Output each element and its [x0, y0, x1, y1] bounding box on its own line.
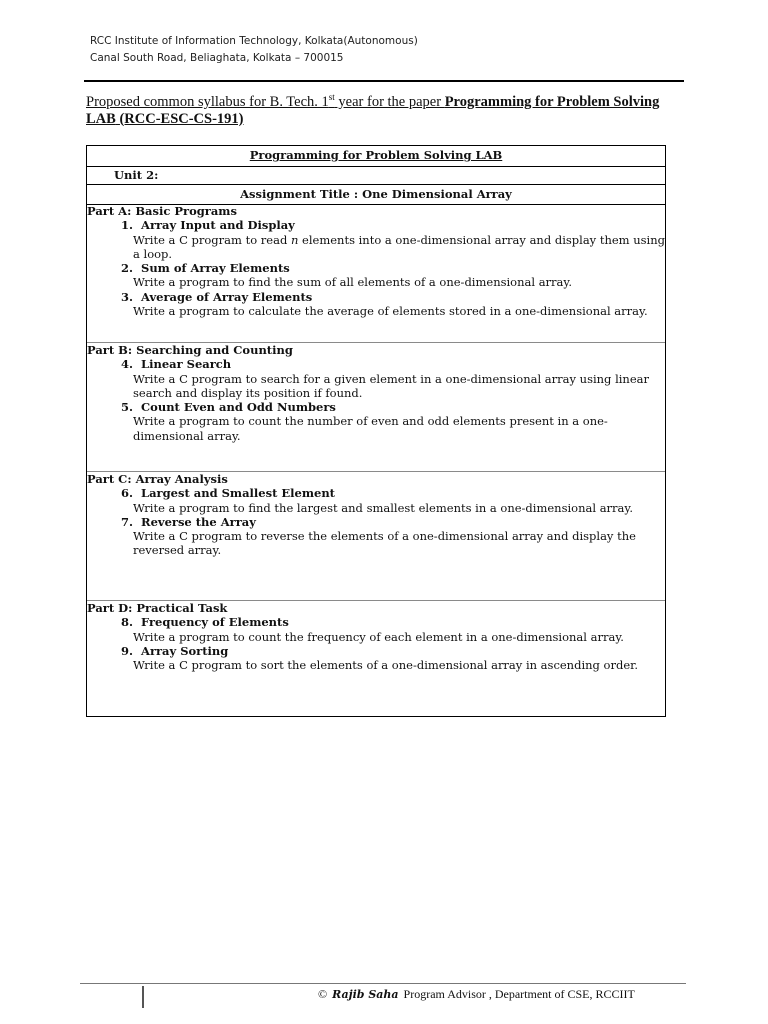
- header-divider: [84, 80, 684, 82]
- part-heading: Part B: Searching and Counting: [87, 343, 293, 357]
- item-title: Reverse the Array: [141, 514, 256, 529]
- institute-address: Canal South Road, Beliaghata, Kolkata – 700015: [90, 52, 344, 64]
- item-title: Array Input and Display: [141, 218, 295, 233]
- item-number: 3.: [120, 289, 133, 304]
- item-description: Write a program to count the number of even and odd elements present in a one-dimensional array.: [133, 414, 608, 443]
- item-description-text: Write a C program to read: [133, 232, 291, 247]
- item-description: Write a program to find the largest and smallest elements in a one-dimensional array.: [133, 500, 634, 515]
- list-item: [87, 644, 665, 658]
- list-item: [87, 357, 665, 371]
- item-description: Write a C program to search for a given element in a one-dimensional array using linear search and display its position if found.: [133, 371, 650, 400]
- item-title: Count Even and Odd Numbers: [141, 400, 336, 415]
- footer-divider: [80, 983, 686, 984]
- item-title: Frequency of Elements: [141, 615, 289, 630]
- part-section: [87, 471, 665, 558]
- item-description-var: n: [290, 232, 299, 247]
- proposal-prefix: Proposed common syllabus for B. Tech. 1: [86, 93, 329, 110]
- item-title: Sum of Array Elements: [141, 261, 290, 276]
- footer-text: Program Advisor , Department of CSE, RCCIIT: [400, 987, 635, 1001]
- proposal-heading: [86, 89, 686, 128]
- item-title: Average of Array Elements: [141, 289, 313, 304]
- item-number: 9.: [120, 643, 133, 658]
- paper-code: (RCC-ESC-CS-191): [119, 110, 244, 127]
- author-signature: Rajib Saha: [332, 988, 399, 1001]
- item-number: 5.: [120, 400, 133, 415]
- list-item: [87, 486, 665, 500]
- item-title: Array Sorting: [141, 643, 229, 658]
- footer-marker: [142, 986, 144, 1008]
- syllabus-box: [86, 145, 666, 717]
- part-section: [87, 600, 665, 672]
- part-heading: Part C: Array Analysis: [87, 472, 228, 486]
- proposal-sup: st: [328, 92, 335, 102]
- list-item: [87, 261, 665, 275]
- list-item: [87, 615, 665, 629]
- copyright-symbol: ©: [318, 987, 328, 1001]
- item-description: Write a C program to sort the elements of a one-dimensional array in ascending order.: [133, 658, 639, 673]
- item-description: Write a program to count the frequency of each element in a one-dimensional array.: [133, 629, 624, 644]
- part-heading: Part A: Basic Programs: [87, 204, 237, 218]
- item-title: Linear Search: [141, 357, 232, 372]
- assignment-title: Assignment Title : One Dimensional Array: [87, 185, 665, 205]
- list-item: [87, 218, 665, 232]
- footer: [318, 987, 635, 1002]
- item-description-text: elements into a one-dimensional array and display them using a loop.: [133, 232, 665, 261]
- part-heading: Part D: Practical Task: [87, 601, 228, 615]
- item-title: Largest and Smallest Element: [141, 486, 335, 501]
- part-section: [87, 204, 665, 318]
- institute-name: RCC Institute of Information Technology, Kolkata(Autonomous): [90, 35, 418, 47]
- item-number: 1.: [120, 218, 133, 233]
- list-item: [87, 400, 665, 414]
- part-section: [87, 342, 665, 443]
- item-number: 4.: [120, 357, 133, 372]
- paper-name: Programming for Problem Solving LAB: [86, 93, 660, 127]
- item-description: Write a C program to reverse the elements of a one-dimensional array and display the reversed array.: [133, 529, 636, 558]
- list-item: [87, 290, 665, 304]
- syllabus-title: Programming for Problem Solving LAB: [87, 146, 665, 167]
- item-number: 2.: [120, 261, 133, 276]
- item-number: 7.: [120, 514, 133, 529]
- item-description: Write a program to find the sum of all elements of a one-dimensional array.: [133, 275, 573, 290]
- item-number: 8.: [120, 615, 133, 630]
- unit-label: Unit 2:: [87, 166, 665, 185]
- item-number: 6.: [120, 486, 133, 501]
- list-item: [87, 515, 665, 529]
- proposal-middle: year for the paper: [334, 93, 445, 110]
- item-description: [87, 233, 665, 262]
- item-description: Write a program to calculate the average of elements stored in a one-dimensional array.: [133, 304, 648, 319]
